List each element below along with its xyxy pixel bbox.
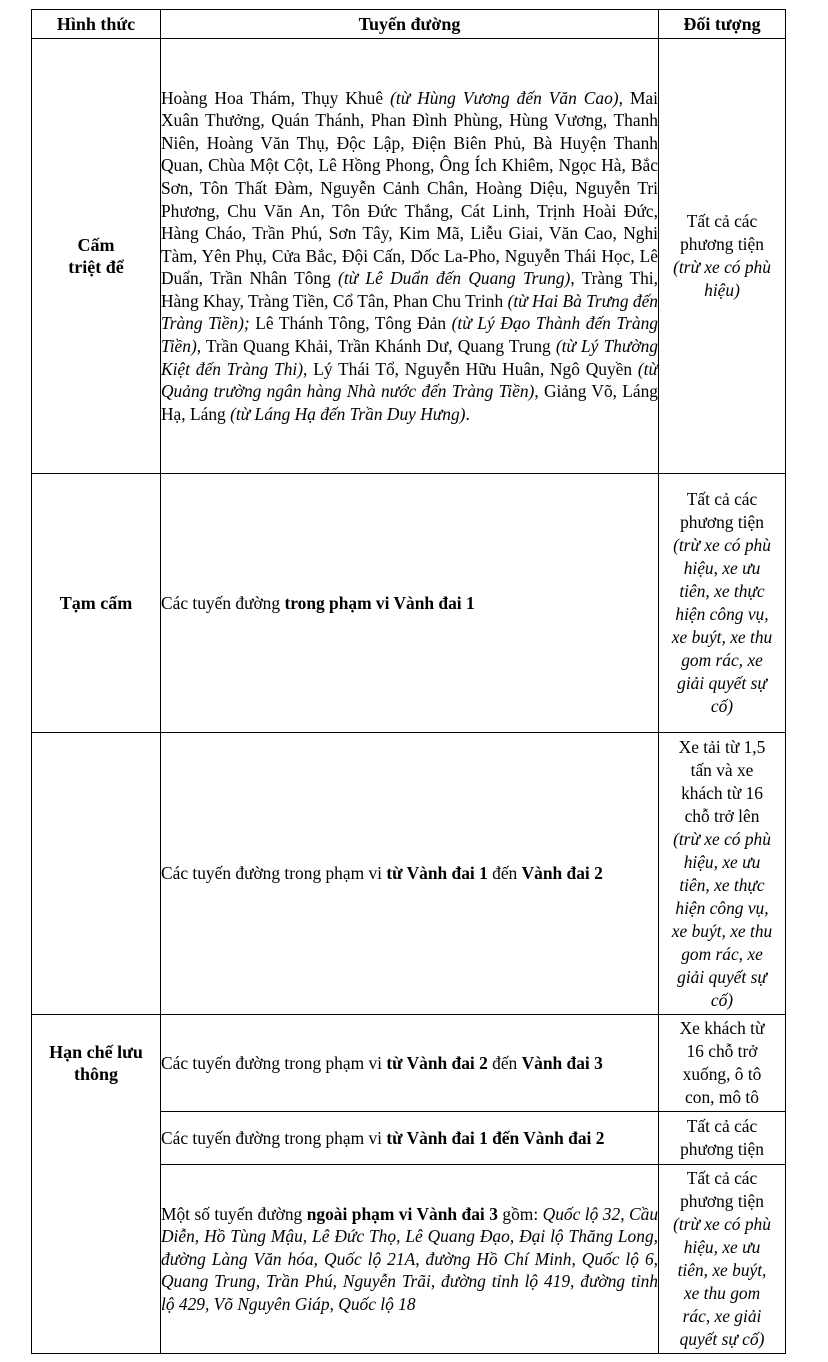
form-cell [32,474,161,733]
form-cell [32,1015,161,1112]
route-text: đến [487,863,522,884]
target-text-line: (trừ xe có phù [673,535,771,555]
route-cell [161,474,659,733]
header-form: Hình thức [32,10,161,39]
target-cell [659,39,786,474]
target-text-line: (trừ xe có phù [673,257,771,277]
route-text: Vành đai 3 [521,1052,603,1073]
target-text-line: (trừ xe có phù [673,1214,771,1234]
target-text-line: quyết sự cố) [679,1329,765,1349]
form-cell [32,1112,161,1165]
route-text: , Tràng Thi, Hàng Khay, Tràng Tiền, Cổ Tân, Phan Chu Trinh [161,268,658,311]
target-text-line: con, mô tô [685,1087,759,1107]
route-text: ngoài phạm vi Vành đai 3 [306,1203,498,1224]
target-text-line: hiện công vụ, [675,897,769,918]
route-text: (từ Lê Duẩn đến Quang Trung) [338,268,571,289]
route-cell [161,1112,659,1165]
target-text-line: xe buýt, xe thu [671,627,773,647]
target-text-line: gom rác, xe [681,650,763,670]
route-text: Các tuyến đường [161,592,285,613]
target-text-line: hiệu, xe ưu [683,1237,761,1257]
header-row [32,10,786,39]
target-text-line: (trừ xe có phù [673,828,771,849]
route-text: Lê Thánh Tông, Tông Đản [249,313,452,334]
target-text-line: xe buýt, xe thu [671,920,773,941]
route-text: Các tuyến đường trong phạm vi [161,1052,387,1073]
route-text: (từ Lý Đạo Thành đến Tràng Tiền) [161,313,658,357]
target-text-line: tiên, xe buýt, [677,1260,767,1280]
target-text-line: hiện công vụ, [675,604,769,624]
route-text: từ Vành đai 2 [386,1052,488,1073]
route-text: Quốc lộ 32, Cầu Diễn, Hồ Tùng Mậu, Lê Đức Thọ, Lê Quang Đạo, Đại lộ Thăng Long, đường Làng Văn hóa, Quốc lộ 21A, đường Hồ Chí Minh, Quốc lộ 6, Quang Trung, Trần Phú, Nguyễn Trãi, đường tỉnh lộ 419, đường tỉnh lộ 429, Võ Nguyên Giáp, Quốc lộ 18 [161,1203,659,1314]
target-text-line: phương tiện [680,512,764,532]
route-text: Vành đai 2 [521,863,603,884]
target-text-line: hiệu, xe ưu [683,851,761,872]
target-text-line: Tất cả các [686,211,758,231]
target-text-line: 16 chỗ trở [686,1041,758,1061]
route-text: (từ Lý Thường Kiệt đến Tràng Thi) [161,336,659,379]
target-text-line: Xe khách từ [679,1018,765,1038]
route-text: (từ Láng Hạ đến Trần Duy Hưng) [230,403,466,424]
route-text: trong phạm vi Vành đai 1 [284,592,475,613]
route-cell [161,1165,659,1354]
table-row [32,1112,786,1165]
route-text: Các tuyến đường trong phạm vi [161,1127,387,1148]
target-text-line: khách từ 16 [681,782,763,803]
route-text: (từ Hai Bà Trưng đến Tràng Tiền); [161,290,658,334]
route-text: đến [487,1052,522,1073]
traffic-restriction-table [31,9,786,1354]
target-cell [659,1165,786,1354]
form-label: Cấm triệt để [68,235,124,277]
header-route: Tuyến đường [161,10,659,39]
target-text-line: gom rác, xe [681,943,763,964]
target-text-line: xe thu gom [683,1283,761,1303]
table-row [32,1015,786,1112]
route-text: Hoàng Hoa Thám, Thụy Khuê [161,87,391,108]
form-cell [32,39,161,474]
route-text: gồm: [497,1203,543,1224]
route-text: , Lý Thái Tổ, Nguyễn Hữu Huân, Ngô Quyền [303,358,638,379]
route-cell [161,1015,659,1112]
header-target: Đối tượng [659,10,786,39]
target-text-line: tiên, xe thực [679,581,765,601]
target-cell [659,1112,786,1165]
target-text-line: phương tiện [680,234,764,254]
target-text-line: rác, xe giải [682,1306,762,1326]
form-cell [32,1165,161,1354]
target-text-line: giải quyết sự [677,673,767,693]
route-text: từ Vành đai 1 đến Vành đai 2 [386,1127,605,1148]
form-cell [32,733,161,1015]
form-label: Tạm cấm [59,593,133,613]
route-text: , Trần Quang Khải, Trần Khánh Dư, Quang Trung [196,336,556,357]
target-cell [659,733,786,1015]
target-text-line: cố) [710,696,734,716]
target-cell [659,474,786,733]
target-text-line: Tất cả các [686,1168,758,1188]
target-text-line: Tất cả các [686,489,758,509]
target-text-line: Xe tải từ 1,5 [678,736,766,757]
target-text-line: phương tiện [680,1191,764,1211]
route-cell [161,733,659,1015]
route-text: (từ Hùng Vương đến Văn Cao) [390,87,619,108]
target-text-line: phương tiện [680,1139,764,1159]
route-text: (từ Quảng trường ngân hàng Nhà nước đến Tràng Tiền) [161,358,658,402]
target-text-line: cố) [710,989,734,1010]
table-row [32,733,786,1015]
route-cell [161,39,659,474]
target-cell [659,1015,786,1112]
target-text-line: Tất cả các [686,1116,758,1136]
form-label: Hạn chế lưu thông [49,1042,143,1085]
target-text-line: xuống, ô tô [682,1064,762,1084]
table-row [32,39,786,474]
target-text-line: giải quyết sự [677,966,767,987]
route-text: , Giảng Võ, Láng Hạ, Láng [161,381,658,424]
target-text-line: tiên, xe thực [679,874,765,895]
route-text: Một số tuyến đường [161,1203,307,1224]
target-text-line: hiệu, xe ưu [683,558,761,578]
route-text: Các tuyến đường trong phạm vi [161,863,387,884]
table-row [32,1165,786,1354]
target-text-line: chỗ trở lên [684,805,760,826]
route-text: , Mai Xuân Thưởng, Quán Thánh, Phan Đình Phùng, Hùng Vương, Thanh Niên, Hoàng Văn Thụ, Độc Lập, Điện Biên Phủ, Bà Huyện Thanh Quan, Chùa Một Cột, Lê Hồng Phong, Ông Ích Khiêm, Ngọc Hà, Bắc Sơn, Tôn Thất Đàm, Nguyễn Cảnh Chân, Hoàng Diệu, Nguyễn Tri Phương, Chu Văn An, Tôn Đức Thắng, Cát Linh, Trịnh Hoài Đức, Hàng Cháo, Trần Phú, Sơn Tây, Kim Mã, Liễu Giai, Văn Cao, Nghi Tàm, Yên Phụ, Cửa Bắc, Đội Cấn, Dốc La-Pho, Nguyễn Thái Học, Lê Duẩn, Trần Nhân Tông [161,87,658,289]
route-text: từ Vành đai 1 [386,863,488,884]
table-row [32,474,786,733]
target-text-line: tấn và xe [690,759,754,780]
route-text: . [465,403,470,424]
target-text-line: hiệu) [704,280,740,300]
